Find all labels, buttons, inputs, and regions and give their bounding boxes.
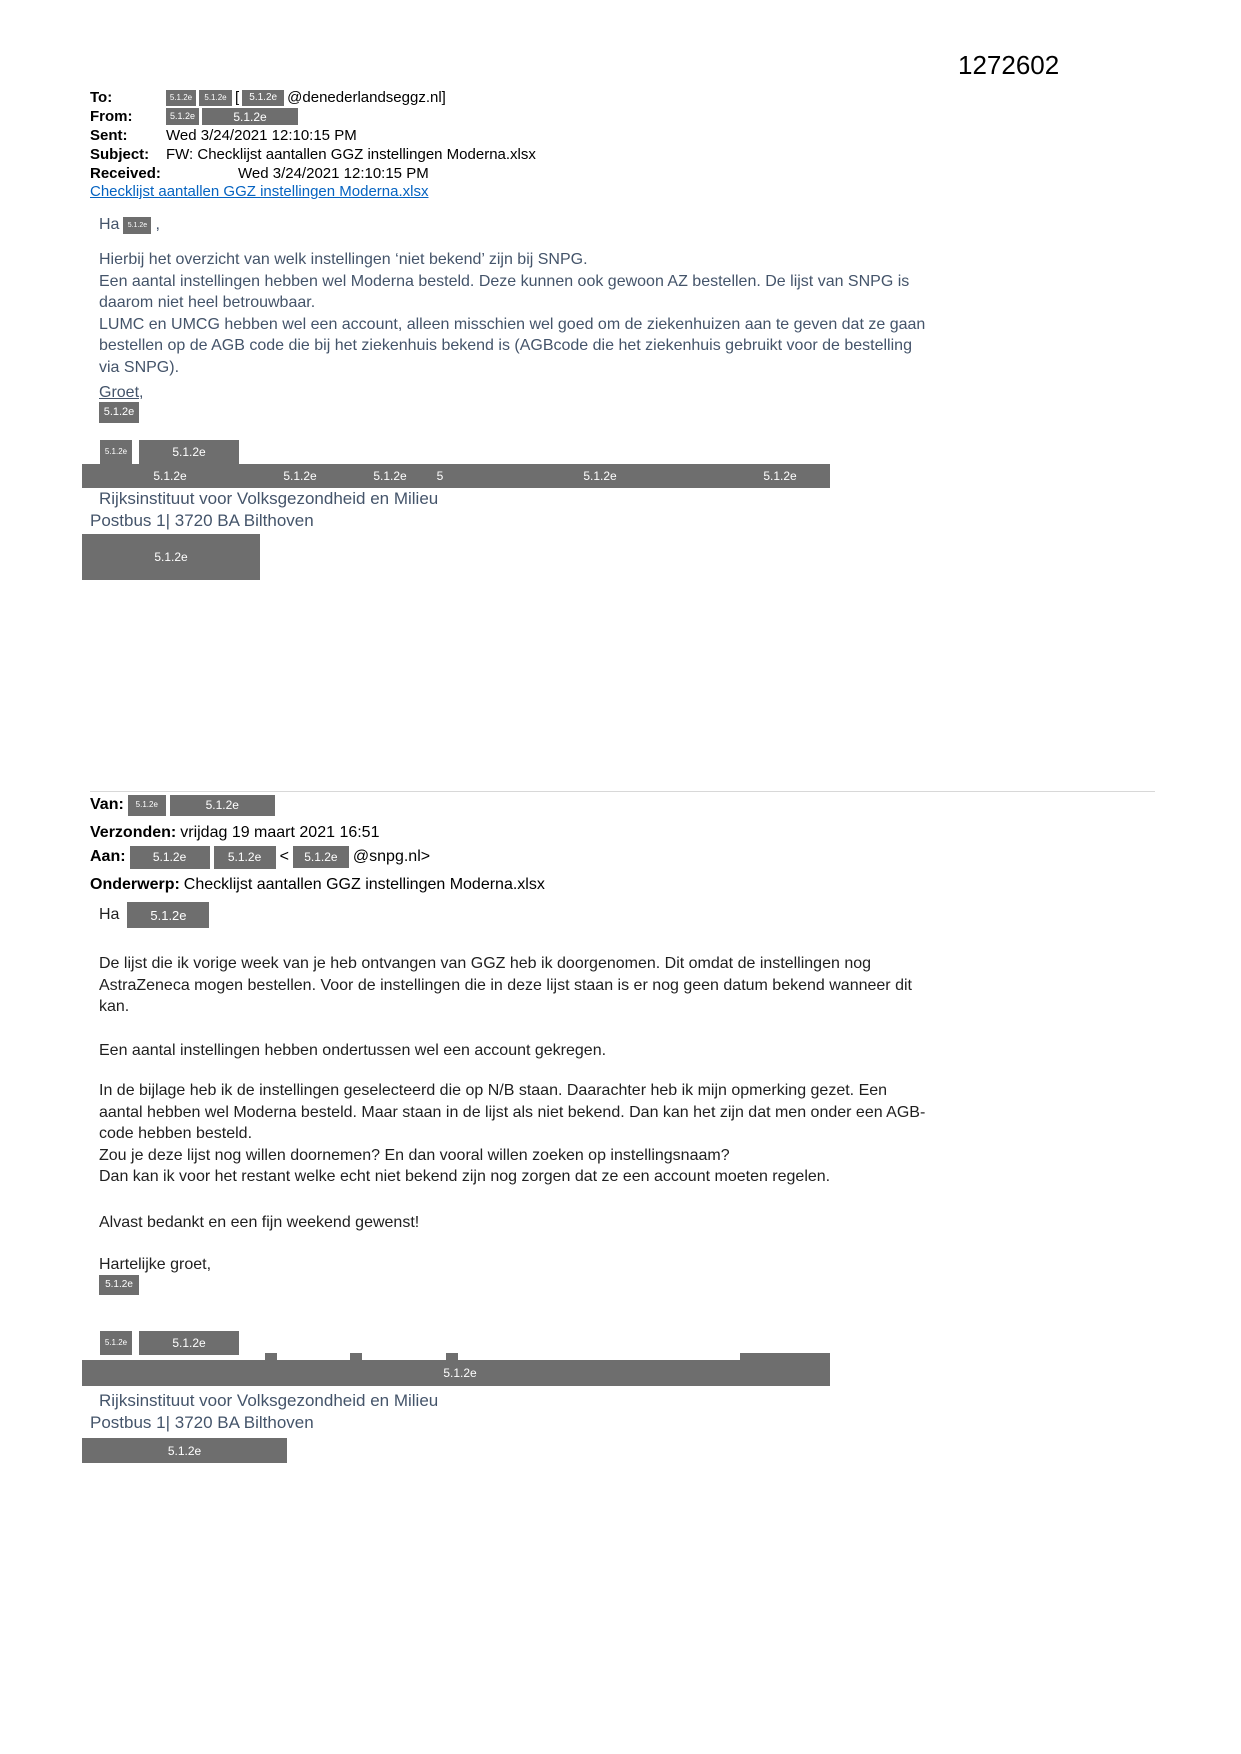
to-value (166, 89, 446, 106)
greeting-text: Ha (99, 906, 120, 923)
redaction-box: 5.1.2e (199, 90, 232, 106)
body-line: Een aantal instellingen hebben wel Moderna besteld. Deze kunnen ook gewoon AZ bestellen. De lijst van SNPG is (99, 272, 910, 290)
body-line: aantal hebben wel Moderna besteld. Maar staan in de lijst als niet bekend. Dan kan het zijn dat men onder een AGB- (99, 1103, 926, 1121)
sent-value: Wed 3/24/2021 12:10:15 PM (166, 127, 357, 144)
verzonden-label: Verzonden: (90, 824, 177, 841)
from-value (166, 108, 298, 125)
header-row-onderwerp (90, 873, 545, 897)
email2-signature-address: Postbus 1| 3720 BA Bilthoven (90, 1413, 314, 1432)
redaction-box: 5.1.2e (99, 402, 139, 423)
body-line: bestellen op de AGB code die bij het ziekenhuis bekend is (AGBcode die het ziekenhuis gebruikt voor de bestelling (99, 337, 912, 354)
body-line: Zou je deze lijst nog willen doornemen? En dan vooral willen zoeken op instellingsnaam? (99, 1146, 730, 1164)
body-line: LUMC en UMCG hebben wel een account, alleen misschien wel goed om de ziekenhuizen aan te geven dat ze gaan (99, 315, 926, 333)
redaction-box: 5.1.2e (127, 902, 209, 928)
email1-greeting (99, 216, 160, 234)
to-label: To: (90, 89, 113, 106)
onderwerp-label: Onderwerp: (90, 876, 180, 893)
body-line: AstraZeneca mogen bestellen. Voor de instellingen die in deze lijst staan is er nog geen datum bekend wanneer dit (99, 976, 912, 994)
onderwerp-value: Checklijst aantallen GGZ instellingen Moderna.xlsx (183, 876, 545, 893)
header-row-sent (90, 126, 536, 145)
redaction-bar-label: 5.1.2e (153, 469, 187, 483)
email2-greeting (99, 902, 209, 928)
body-line: De lijst die ik vorige week van je heb ontvangen van GGZ heb ik doorgenomen. Dit omdat de instellingen nog (99, 955, 872, 972)
redaction-box: 5.1.2e (130, 846, 210, 869)
redaction-bar-label: 5.1.2e (583, 469, 617, 483)
redaction-box: 5.1.2e (202, 108, 298, 125)
header-row-subject (90, 145, 536, 164)
redaction-box: 5.1.2e (82, 1438, 287, 1463)
redaction-box: 5.1.2e (99, 1275, 139, 1295)
to-bracket: [ (235, 89, 240, 106)
redaction-bar-label: 5.1.2e (763, 469, 797, 483)
email2-paragraph-1 (99, 953, 1049, 1018)
redaction-bar-label: 5.1.2e (373, 469, 407, 483)
email1-signature-address: Postbus 1| 3720 BA Bilthoven (90, 511, 314, 530)
redaction-box: 5.1.2e (166, 90, 196, 106)
redaction-box: 5.1.2e (100, 1331, 132, 1355)
redaction-box: 5.1.2e (293, 846, 349, 868)
sent-label: Sent: (90, 127, 128, 144)
email1-signature-row (100, 440, 239, 464)
received-label: Received: (90, 165, 161, 182)
aan-domain: @snpg.nl> (352, 848, 431, 865)
from-label: From: (90, 108, 133, 125)
header-row-aan (90, 845, 430, 869)
email1-closing: Groet, (99, 384, 144, 401)
email2-paragraph-4: Alvast bedankt en een fijn weekend gewenst! (99, 1214, 420, 1231)
to-domain: @denederlandseggz.nl] (287, 89, 446, 106)
verzonden-value: vrijdag 19 maart 2021 16:51 (180, 824, 380, 841)
redaction-box: 5.1.2e (242, 90, 284, 106)
redaction-box: 5.1.2e (128, 795, 166, 816)
redaction-box: 5.1.2e (100, 440, 132, 464)
email1-signature-org: Rijksinstituut voor Volksgezondheid en Milieu (99, 489, 439, 508)
body-line: daarom niet heel betrouwbaar. (99, 294, 316, 311)
email1-header (90, 88, 536, 183)
body-line: kan. (99, 998, 130, 1015)
redaction-box: 5.1.2e (139, 1331, 239, 1355)
redaction-box: 5.1.2e (170, 795, 275, 816)
email2-signature-row (100, 1331, 239, 1355)
email2-signature-redaction-bar (82, 1360, 830, 1386)
header-row-from (90, 107, 536, 126)
redaction-box: 5.1.2e (139, 440, 239, 464)
redaction-box: 5.1.2e (214, 846, 276, 869)
body-line: via SNPG). (99, 358, 180, 376)
greeting-suffix: , (155, 216, 160, 233)
redaction-box: 5.1.2e (166, 108, 199, 125)
email2-closing: Hartelijke groet, (99, 1256, 212, 1273)
body-line: Dan kan ik voor het restant welke echt niet bekend zijn nog zorgen dat ze een account moeten regelen. (99, 1168, 831, 1185)
body-line: code hebben besteld. (99, 1125, 253, 1142)
greeting-text: Ha (99, 216, 120, 233)
subject-label: Subject: (90, 146, 150, 163)
email2-paragraph-2: Een aantal instellingen hebben ondertussen wel een account gekregen. (99, 1042, 607, 1059)
received-value: Wed 3/24/2021 12:10:15 PM (238, 165, 429, 182)
redaction-box: 5.1.2e (82, 534, 260, 580)
email1-body (99, 249, 1029, 378)
header-row-received (90, 164, 536, 183)
redaction-bar-label: 5 (436, 469, 444, 483)
body-line: In de bijlage heb ik de instellingen geselecteerd die op N/B staan. Daarachter heb ik mijn opmerking gezet. Een (99, 1082, 888, 1099)
subject-value: FW: Checklijst aantallen GGZ instellingen Moderna.xlsx (166, 146, 536, 163)
document-number: 1272602 (958, 50, 1060, 80)
email2-signature-org: Rijksinstituut voor Volksgezondheid en Milieu (99, 1391, 439, 1410)
email2-paragraph-3 (99, 1080, 1049, 1188)
email-divider (90, 791, 1155, 792)
aan-label: Aan: (90, 848, 126, 865)
attachment-link[interactable]: Checklijst aantallen GGZ instellingen Moderna.xlsx (90, 183, 429, 200)
header-row-van (90, 793, 275, 817)
email1-signature-redaction-bar (82, 464, 830, 488)
header-row-to (90, 88, 536, 107)
header-row-verzonden (90, 821, 379, 845)
redaction-bar-label: 5.1.2e (283, 469, 317, 483)
redaction-bar-label: 5.1.2e (443, 1366, 477, 1380)
aan-angle-bracket: < (279, 848, 289, 865)
redaction-box: 5.1.2e (123, 217, 151, 234)
van-label: Van: (90, 796, 124, 813)
body-line: Hierbij het overzicht van welk instellingen ‘niet bekend’ zijn bij SNPG. (99, 251, 588, 268)
